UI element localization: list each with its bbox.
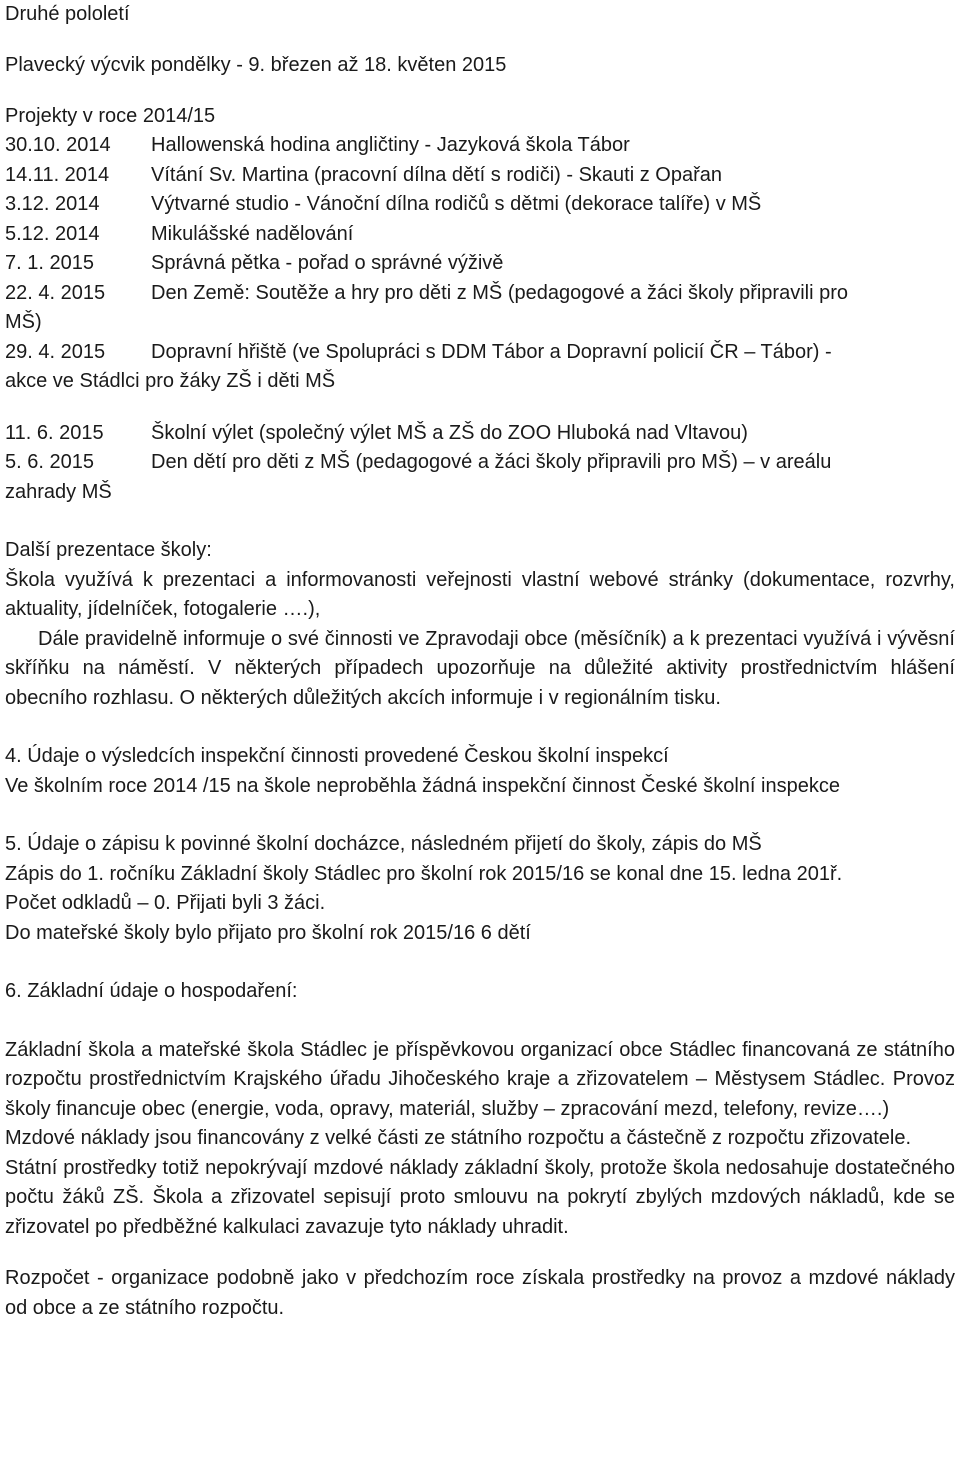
section-heading: Druhé pololetí (5, 3, 130, 25)
list-item: 5.12. 2014 Mikulášské nadělování (5, 222, 354, 245)
document-page (5, 0, 955, 1323)
section-heading: 6. Základní údaje o hospodaření: (5, 980, 298, 1002)
list-item: 11. 6. 2015 Školní výlet (společný výlet MŠ a ZŠ do ZOO Hluboká nad Vltavou) (5, 421, 748, 444)
section-heading: 4. Údaje o výsledcích inspekční činnosti provedené Českou školní inspekcí (5, 745, 669, 767)
list-item: 22. 4. 2015 Den Země: Soutěže a hry pro děti z MŠ (pedagogové a žáci školy připravili pro MŠ) (5, 281, 849, 333)
second-half-section (5, 0, 955, 131)
list-item: 29. 4. 2015 Dopravní hřiště (ve Spolupráci s DDM Tábor a Dopravní policií ČR – Tábor) - akce ve Stádlci pro žáky ZŠ i děti MŠ (5, 340, 832, 392)
swimming-course: Plavecký výcvik pondělky - 9. březen až 18. květen 2015 (5, 54, 507, 76)
enrollment-section (5, 830, 955, 948)
list-item: 5. 6. 2015 Den dětí pro děti z MŠ (pedagogové a žáci školy připravili pro MŠ) – v areálu zahrady MŠ (5, 451, 832, 503)
paragraph: Mzdové náklady jsou financovány z velké části ze státního rozpočtu a částečně z rozpočtu zřizovatele. (5, 1127, 912, 1149)
paragraph: Základní škola a mateřské škola Stádlec je příspěvkovou organizací obce Stádlec financovaná ze státního rozpočtu prostřednictvím Krajského úřadu Jihočeského kraje a zřizovatelem – Městysem Stádlec. Provoz školy financuje obec (energie, voda, opravy, materiál, služby – zpracování mezd, telefony, revize….) (5, 1038, 955, 1120)
section-heading: 5. Údaje o zápisu k povinné školní docházce, následném přijetí do školy, zápis do MŠ (5, 833, 762, 855)
list-item: 30.10. 2014 Hallowenská hodina angličtiny - Jazyková škola Tábor (5, 134, 630, 156)
finance-section (5, 977, 955, 1323)
list-item: 14.11. 2014 Vítání Sv. Martina (pracovní dílna dětí s rodiči) - Skauti z Opařan (5, 163, 722, 186)
list-item: 7. 1. 2015 Správná pětka - pořad o správné výživě (5, 252, 504, 274)
presentation-section (5, 536, 955, 713)
list-item: 3.12. 2014 Výtvarné studio - Vánoční dílna rodičů s dětmi (dekorace talíře) v MŠ (5, 193, 762, 215)
paragraph: Do mateřské školy bylo přijato pro školní rok 2015/16 6 dětí (5, 921, 531, 944)
inspection-section (5, 742, 955, 801)
paragraph: Ve školním roce 2014 /15 na škole neproběhla žádná inspekční činnost České školní inspekce (5, 774, 840, 797)
paragraph: Rozpočet - organizace podobně jako v předchozím roce získala prostředky na provoz a mzdové náklady od obce a ze státního rozpočtu. (5, 1267, 955, 1319)
paragraph: Dále pravidelně informuje o své činnosti ve Zpravodaji obce (měsíčník) a k prezentaci využívá i vývěsní skříňku na náměstí. V některých případech upozorňuje na důležité aktivity prostřednictvím hlášení obecního rozhlasu. O některých důležitých akcích informuje i v regionálním tisku. (5, 627, 955, 709)
paragraph: Škola využívá k prezentaci a informovanosti veřejnosti vlastní webové stránky (dokumentace, rozvrhy, aktuality, jídelníček, fotogalerie ….), (5, 568, 955, 620)
projects-heading: Projekty v roce 2014/15 (5, 105, 216, 127)
paragraph: Státní prostředky totiž nepokrývají mzdové náklady základní školy, protože škola nedosahuje dostatečného počtu žáků ZŠ. Škola a zřizovatel sepisují proto smlouvu na pokrytí zbylých mzdových nákladů, kde se zřizovatel po předběžné kalkulaci zavazuje tyto náklady uhradit. (5, 1156, 955, 1238)
projects-list (5, 131, 955, 507)
paragraph: Počet odkladů – 0. Přijati byli 3 žáci. (5, 892, 326, 914)
paragraph: Zápis do 1. ročníku Základní školy Stádlec pro školní rok 2015/16 se konal dne 15. ledna 201ř. (5, 862, 843, 885)
section-heading: Další prezentace školy: (5, 539, 212, 561)
